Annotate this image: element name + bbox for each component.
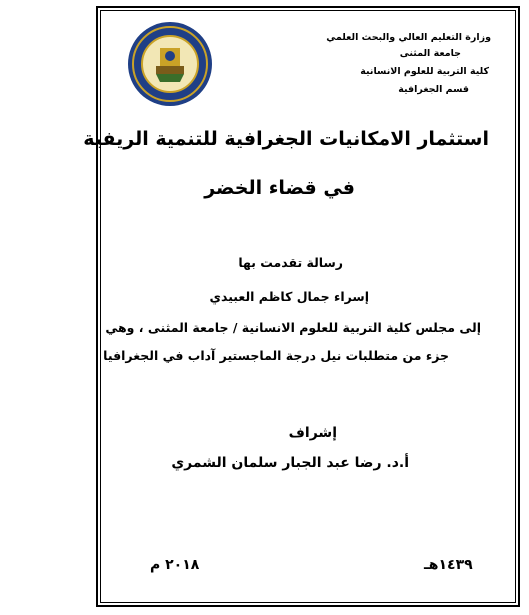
ministry-name: وزارة التعليم العالي والبحث العلمي [326, 32, 491, 43]
supervisor-name: أ.د. رضا عبد الجبار سلمان الشمري [171, 455, 409, 471]
submission-line-2: جزء من متطلبات نيل درجة الماجستير آداب في الجغرافيا [103, 348, 449, 363]
thesis-title: استثمار الامكانيات الجغرافية للتنمية الريفية [83, 128, 489, 150]
submitted-by-label: رسالة تقدمت بها [238, 255, 343, 270]
university-name: جامعة المثنى [399, 48, 461, 59]
thesis-title-line2: في قضاء الخضر [204, 177, 355, 199]
supervision-label: إشراف [288, 425, 337, 441]
college-name: كلية التربية للعلوم الانسانية [360, 66, 489, 77]
submission-line-1: إلى مجلس كلية التربية للعلوم الانسانية / جامعة المثنى ، وهي [105, 320, 481, 335]
author-name: إسراء جمال كاظم العبيدي [209, 289, 369, 304]
department-name: قسم الجغرافية [398, 84, 469, 95]
university-logo [126, 20, 214, 108]
gregorian-year: ٢٠١٨ م [150, 557, 200, 573]
hijri-year: ١٤٣٩هـ [424, 557, 473, 573]
